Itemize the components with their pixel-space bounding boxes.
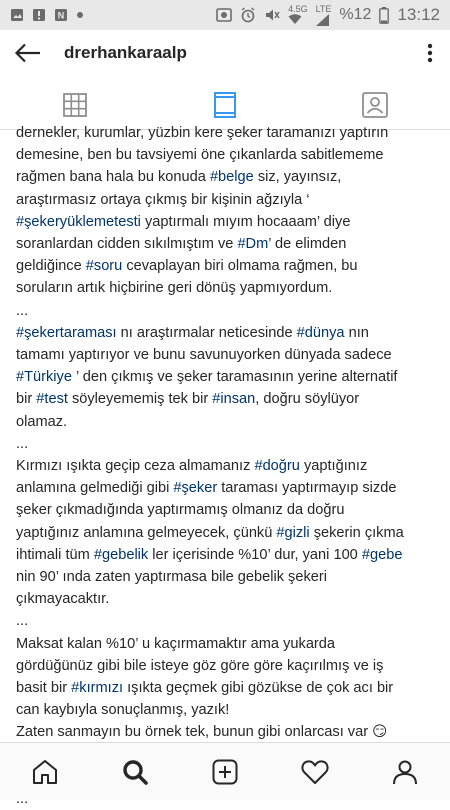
caption-line [16,388,436,410]
bottom-navigation [0,742,450,800]
caption-line [16,344,436,366]
caption-text: ... [16,435,29,452]
caption-text: siz, yayınsız, [253,169,342,186]
nav-activity[interactable] [285,743,345,801]
caption-text: soranlardan cidden sıkılmıştım ve [16,236,238,253]
caption-line [16,522,436,544]
page-title: drerhankaraalp [64,43,187,62]
caption-line [16,322,436,344]
caption-text: gördüğünüz gibi bile isteye göz göre göre kaçırılmış ve iş [16,657,384,674]
hashtag-link[interactable]: #Dm [237,236,269,253]
hashtag-link[interactable]: #insan [212,391,256,408]
add-post-icon [212,759,238,785]
caption-line [16,499,436,521]
caption-line [16,633,436,655]
caption-line [16,588,436,610]
caption-text: dernekler, kurumlar, yüzbin kere şeker taramanızı yaptırın [16,125,389,141]
caption-text: taraması yaptırmayıp sizde [217,480,397,497]
caption-text: söyleyememiş tek bir [67,391,213,408]
home-icon [32,759,58,785]
caption-line [16,455,436,477]
svg-text:N: N [57,10,65,21]
caption-text: nın [344,324,369,341]
caption-text: ihtimali tüm [16,546,94,563]
signal-label: LTE [315,3,332,14]
hashtag-link[interactable]: #gebe [361,546,403,563]
caption-text: ... [16,302,29,319]
search-icon [122,759,148,785]
caption-text: tamamı yaptırıyor ve bunu savunuyorken dünyada sadece [16,347,392,364]
caption-line [16,366,436,388]
caption-text: soruların artık hiçbirine geri dönüş yapmıyordum. [16,280,333,297]
caption-text: Kırmızı ışıkta geçip ceza almamanız [16,458,255,475]
caption-text: araştırmasız ortaya çıkmış bir kişinin ağzıyla ‘ [16,191,310,208]
caption-line [16,189,436,211]
caption-text: geldiğince [16,258,86,275]
back-button[interactable] [0,30,56,76]
caption-text: nin 90’ ında zaten yaptırmasa bile gebelik şekeri [16,569,327,586]
status-right [216,5,440,26]
caption-text: Maksat kalan %10’ u kaçırmamaktır ama yukarda [16,635,336,652]
hashtag-link[interactable]: #doğru [254,458,300,475]
caption-text: ’ de elimden [268,236,347,253]
clock: 13:12 [397,5,440,24]
caption-text: bir [16,391,37,408]
post-content [0,125,450,742]
nav-profile[interactable] [375,743,435,801]
feed-icon [214,92,236,118]
caption-line [16,144,436,166]
caption-text: yaptığınız anlamına gelmeyecek, çünkü [16,524,277,541]
caption-text: rağmen bana hala bu konuda [16,169,210,186]
caption-text: ... [16,613,29,630]
caption-text: olamaz. [16,413,68,430]
hashtag-link[interactable]: #gebelik [93,546,149,563]
wifi-icon [288,5,308,25]
caption-line [16,433,436,455]
caption-text: can kaybıyla sonuçlanmış, yazık! [16,702,230,719]
caption-line [16,721,436,743]
caption-line [16,211,436,233]
caption-line [16,566,436,588]
hashtag-link[interactable]: #Türkiye [16,369,72,386]
nav-search[interactable] [105,743,165,801]
dot-icon [76,11,84,19]
signal-icon [316,5,332,26]
caption-line [16,677,436,699]
caption-line [16,610,436,632]
nav-home[interactable] [15,743,75,801]
mute-icon [264,7,280,23]
caption-text: ’ den çıkmış ve şeker taramasının yerine alternatif [71,369,398,386]
caption-text: yaptırmalı mıyım hocaaam’ diye [140,213,351,230]
tagged-icon [362,92,388,118]
caption-line [16,411,436,433]
caption-text: basit bir [16,680,72,697]
caption-text: çıkmayacaktır. [16,591,110,608]
caption-text: demesine, ben bu tavsiyemi öne çıkanlarda sabitlememe [16,147,384,164]
notification-icon [32,8,46,22]
hashtag-link[interactable]: #gizli [276,524,310,541]
caption-text: ler içerisinde %10’ dur, yani 100 [148,546,362,563]
alarm-icon [240,7,256,23]
caption-text: ışıkta geçmek gibi gözükse de çok acı bir [123,680,394,697]
caption-text: anlamına gelmediği gibi [16,480,174,497]
status-left [10,8,84,22]
caption-line [16,122,436,144]
network-type: 4.5G [288,4,308,14]
caption-line [16,300,436,322]
nfc-icon [54,8,68,22]
image-icon [10,8,24,22]
caption-text: , doğru söylüyor [255,391,360,408]
battery-icon [379,7,389,24]
grid-icon [63,93,87,117]
status-bar [0,0,450,30]
caption-text: Zaten sanmayın bu örnek tek, bunun gibi onlarcası var 😏 [16,724,388,741]
hashtag-link[interactable]: #şekeryüklemetesti [16,213,141,230]
caption-text: şeker çıkmadığında yaptırmamış olmanız da doğru [16,502,345,519]
hashtag-link[interactable]: #soru [85,258,123,275]
caption-text: nı araştırmalar neticesinde [116,324,297,341]
hashtag-link[interactable]: #şekertaraması [16,324,117,341]
hashtag-link[interactable]: #şeker [173,480,218,497]
caption-text: şekerin çıkma [309,524,404,541]
caption-line [16,544,436,566]
hashtag-link[interactable]: #kırmızı [71,680,124,697]
post-caption [16,122,436,810]
caption-text: cevaplayan biri olmama rağmen, bu [122,258,358,275]
profile-icon [392,759,418,785]
photo-icon [216,8,232,22]
caption-line [16,655,436,677]
caption-line [16,166,436,188]
heart-icon [301,759,329,785]
app-bar [0,30,450,76]
caption-line [16,255,436,277]
caption-line [16,477,436,499]
caption-line [16,233,436,255]
hashtag-link[interactable]: #dünya [296,324,345,341]
hashtag-link[interactable]: #test [36,391,68,408]
caption-line [16,277,436,299]
caption-line [16,699,436,721]
more-options-button[interactable] [410,30,450,76]
nav-add-post[interactable] [195,743,255,801]
back-arrow-icon [15,43,41,63]
more-vertical-icon [427,43,433,63]
caption-text: yaptığınız [299,458,368,475]
hashtag-link[interactable]: #belge [209,169,254,186]
battery-percentage: %12 [339,6,372,23]
